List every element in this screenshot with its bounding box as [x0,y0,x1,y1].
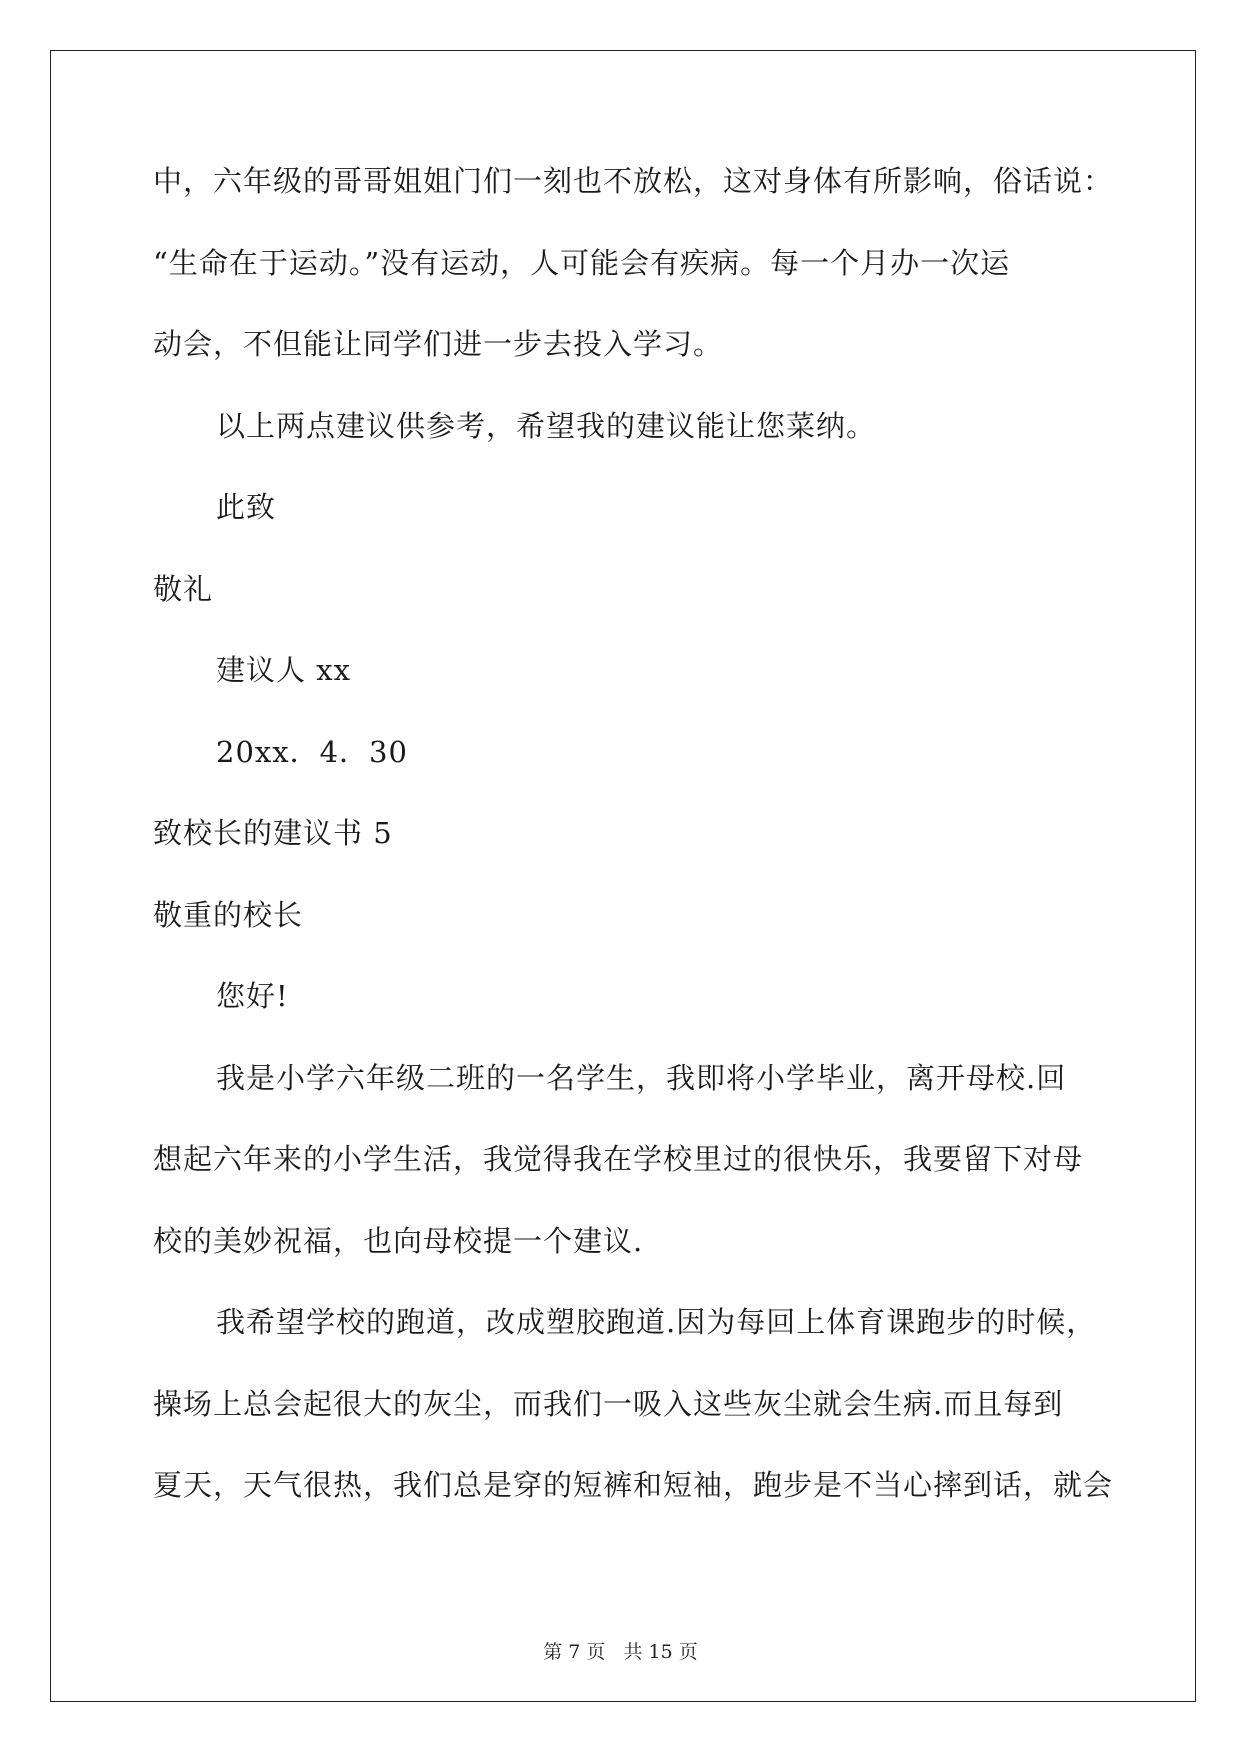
closing-respect: 敬礼 [153,571,214,606]
page-total: 共 15 页 [623,1641,698,1663]
document-body [153,163,1114,1549]
text-line: 夏天，天气很热，我们总是穿的短裤和短袖，跑步是不当心摔到话，就会 [153,1468,1114,1502]
text-line: 以上两点建议供参考，希望我的建议能让您菜纳。 [216,408,877,443]
page-footer [0,1637,1241,1664]
section-title: 致校长的建议书 5 [153,816,393,850]
text-line: 校的美妙祝福，也向母校提一个建议. [153,1223,644,1258]
signature: 建议人 xx [216,653,351,687]
text-line: 我希望学校的跑道，改成塑胶跑道.因为每回上体育课跑步的时候， [216,1305,1097,1339]
page-number: 第 7 页 [543,1641,606,1663]
greeting: 您好! [216,979,289,1013]
letter-date: 20xx．4．30 [216,734,408,769]
text-line: 中，六年级的哥哥姐姐门们一刻也不放松，这对身体有所影响，俗话说： [153,164,1114,198]
text-line: 想起六年来的小学生活，我觉得我在学校里过的很快乐，我要留下对母 [153,1142,1084,1176]
text-line: 动会，不但能让同学们进一步去投入学习。 [153,327,724,361]
text-line: 我是小学六年级二班的一名学生，我即将小学毕业，离开母校.回 [216,1060,1067,1095]
text-line: “生命在于运动。”没有运动，人可能会有疾病。每一个月办一次运 [153,245,1011,280]
text-line: 操场上总会起很大的灰尘，而我们一吸入这些灰尘就会生病.而且每到 [153,1386,1064,1421]
closing-salutation: 此致 [216,490,277,524]
greeting-recipient: 敬重的校长 [153,897,304,932]
